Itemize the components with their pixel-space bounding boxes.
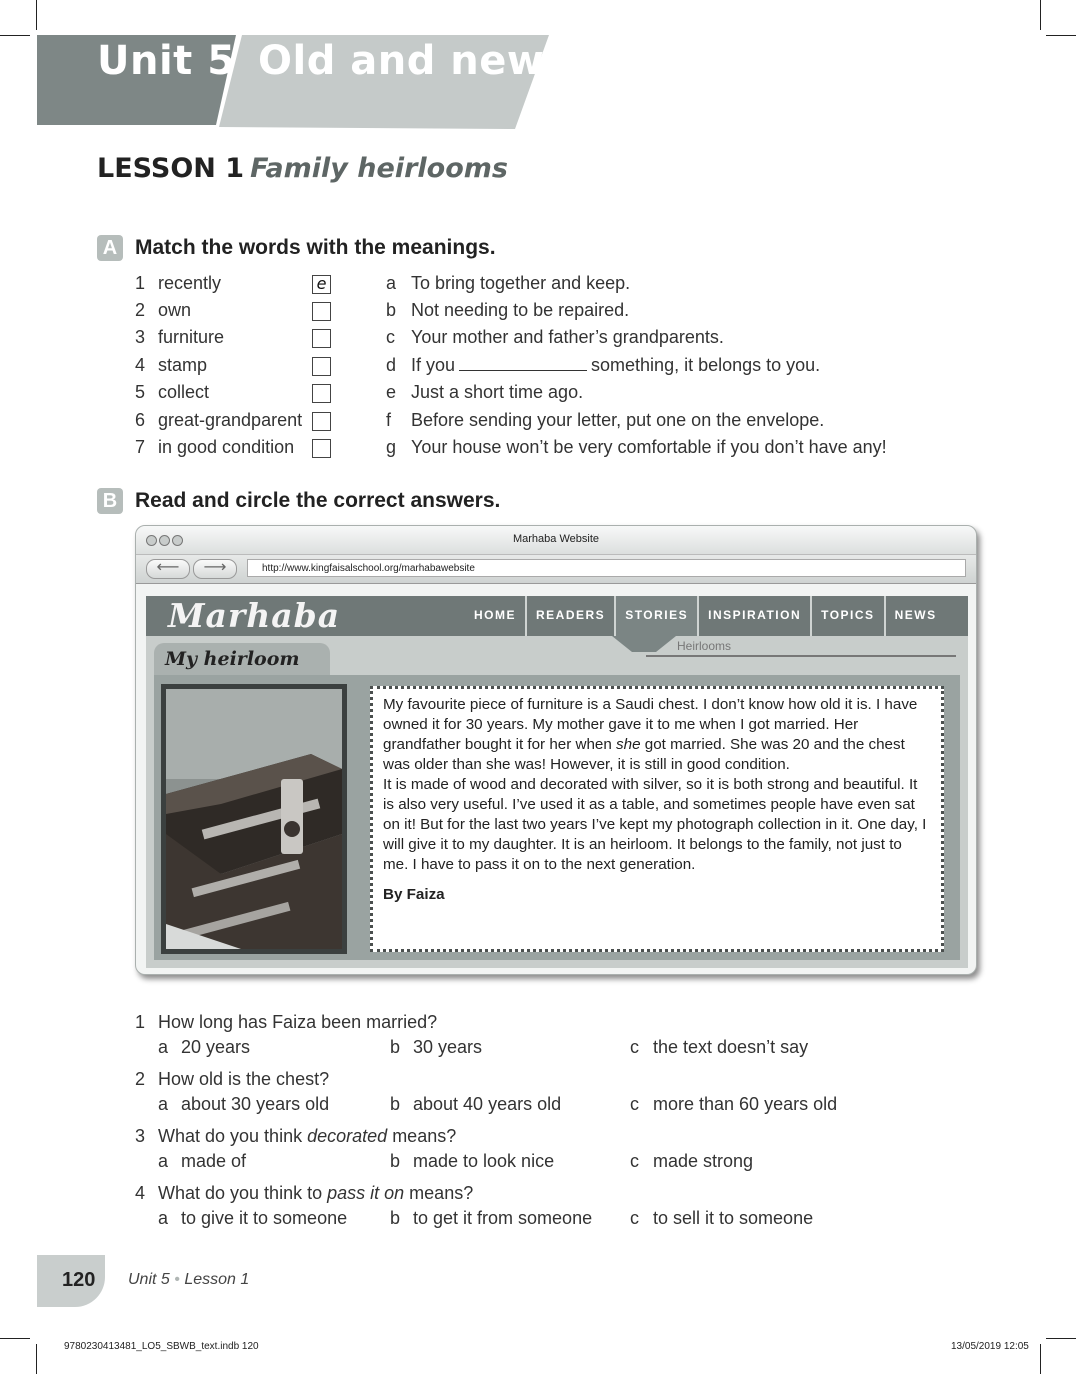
answer-option[interactable]	[158, 1151, 246, 1172]
answer-box[interactable]	[312, 357, 331, 376]
forward-button[interactable]	[193, 559, 237, 579]
crop-mark	[0, 35, 30, 36]
question-number: 3	[135, 1126, 146, 1146]
option-text: more than 60 years old	[653, 1094, 838, 1114]
meaning-row	[386, 273, 630, 294]
option-text: to sell it to someone	[653, 1208, 814, 1228]
crop-mark	[36, 0, 37, 30]
meaning-text: Not needing to be repaired.	[411, 300, 630, 320]
meaning-text: To bring together and keep.	[411, 273, 631, 293]
answer-option[interactable]	[630, 1151, 753, 1172]
word-number: 6	[135, 410, 146, 430]
chest-photo	[161, 684, 347, 954]
active-nav-pointer	[612, 636, 676, 654]
option-letter: a	[158, 1208, 169, 1228]
crop-mark	[1040, 0, 1041, 30]
word-row	[135, 382, 335, 406]
answer-box[interactable]	[312, 384, 331, 403]
question-number: 4	[135, 1183, 146, 1203]
article-tab	[154, 643, 330, 675]
section-b-instruction: Read and circle the correct answers.	[135, 489, 501, 512]
browser-window	[135, 525, 977, 975]
nav-inspiration[interactable]: INSPIRATION	[697, 596, 810, 636]
question-text: How long has Faiza been married?	[158, 1012, 438, 1032]
question-number: 2	[135, 1069, 146, 1089]
page-number: 120	[62, 1269, 96, 1291]
question-text: means?	[409, 1183, 474, 1203]
nav-topics[interactable]: TOPICS	[810, 596, 883, 636]
answer-option[interactable]	[158, 1094, 329, 1115]
question	[135, 1069, 329, 1090]
word-row	[135, 437, 335, 461]
arrow-right-icon: ⟶	[203, 559, 227, 576]
meaning-letter: g	[386, 437, 397, 457]
meaning-letter: a	[386, 273, 397, 293]
lesson-heading	[97, 153, 508, 184]
file-slug: 9780230413481_LO5_SBWB_text.indb 120	[64, 1341, 259, 1352]
meaning-text: Your mother and father’s grandparents.	[411, 327, 724, 347]
answer-box[interactable]	[312, 412, 331, 431]
page-number-tab	[37, 1255, 105, 1307]
question-text: What do you think	[158, 1126, 303, 1146]
answer-option[interactable]	[390, 1208, 592, 1229]
word-text: in good condition	[158, 437, 295, 457]
site-header	[146, 596, 968, 636]
breadcrumb[interactable]: Heirlooms	[677, 639, 732, 653]
question-text: How old is the chest?	[158, 1069, 330, 1089]
footer-unit: Unit 5	[128, 1271, 170, 1288]
article-tab-title: My heirloom	[165, 648, 300, 670]
meaning-row	[386, 300, 629, 321]
option-letter: c	[630, 1151, 639, 1171]
answer-box[interactable]: e	[312, 275, 331, 294]
site-logo[interactable]: Marhaba	[168, 596, 341, 635]
option-letter: a	[158, 1151, 169, 1171]
option-text: the text doesn’t say	[653, 1037, 809, 1057]
nav-news[interactable]: NEWS	[884, 596, 946, 636]
question-italic-term: pass it on	[327, 1183, 405, 1203]
answer-option[interactable]	[390, 1094, 561, 1115]
answer-option[interactable]	[630, 1037, 808, 1058]
option-letter: b	[390, 1208, 401, 1228]
word-row	[135, 300, 335, 324]
meaning-letter: e	[386, 382, 397, 402]
word-text: furniture	[158, 327, 225, 347]
option-letter: b	[390, 1037, 401, 1057]
nav-stories[interactable]: STORIES	[614, 596, 697, 636]
meaning-letter: f	[386, 410, 392, 430]
meaning-row	[386, 410, 824, 431]
website-content	[146, 596, 968, 968]
option-letter: b	[390, 1094, 401, 1114]
word-text: stamp	[158, 355, 208, 375]
crop-mark	[0, 1338, 30, 1339]
question-text: means?	[392, 1126, 457, 1146]
option-text: made to look nice	[413, 1151, 555, 1171]
url-bar[interactable]: http://www.kingfaisalschool.org/marhabawebsite	[247, 559, 966, 577]
word-text: recently	[158, 273, 222, 293]
crop-mark	[36, 1344, 37, 1374]
meaning-text: Before sending your letter, put one on the envelope.	[411, 410, 825, 430]
arrow-left-icon: ⟵	[156, 559, 180, 576]
article-text-segment: got married. She was 20 and the chest was older than she was! However, it is still in good condition.	[383, 736, 905, 773]
footer-lesson: Lesson 1	[184, 1271, 250, 1288]
question-number: 1	[135, 1012, 146, 1032]
word-row	[135, 327, 335, 351]
word-text: collect	[158, 382, 210, 402]
option-letter: c	[630, 1208, 639, 1228]
answer-option[interactable]	[390, 1037, 482, 1058]
fill-in-blank	[459, 356, 587, 371]
lesson-title: Family heirlooms	[250, 153, 508, 184]
option-text: to give it to someone	[181, 1208, 348, 1228]
meaning-letter: d	[386, 355, 397, 375]
answer-option[interactable]	[390, 1151, 554, 1172]
option-text: made of	[181, 1151, 247, 1171]
answer-option[interactable]	[158, 1208, 347, 1229]
option-text: about 40 years old	[413, 1094, 562, 1114]
section-a-instruction: Match the words with the meanings.	[135, 236, 496, 259]
lesson-label: LESSON 1	[97, 153, 245, 184]
question	[135, 1126, 456, 1147]
article-text	[370, 686, 944, 952]
answer-option[interactable]	[158, 1037, 250, 1058]
nav-readers[interactable]: READERS	[525, 596, 614, 636]
meaning-text: something, it belongs to you.	[591, 355, 821, 375]
article-italic-word: she	[616, 736, 641, 753]
question	[135, 1012, 437, 1033]
answer-box[interactable]	[312, 329, 331, 348]
meaning-text: If you	[411, 355, 456, 375]
word-number: 7	[135, 437, 146, 457]
question	[135, 1183, 473, 1204]
site-nav	[465, 596, 946, 636]
meaning-letter: b	[386, 300, 397, 320]
section-b-badge: B	[97, 488, 123, 514]
word-number: 4	[135, 355, 146, 375]
word-text: great-grandparent	[158, 410, 303, 430]
article-paragraph-2: It is made of wood and decorated with silver, so it is both strong and beautiful. It is also very useful. I’ve used it as a table, and sometimes people have even sat on it! But for the last two years I’ve kept my photograph collection in it. One day, I will give it to my daughter. It is an heirloom. It belongs to the family, not just to me. I have to pass it on to the next generation.	[383, 776, 927, 873]
article-text-segment: My favourite piece of furniture is a Saudi chest. I don’t know how old it is. I have owned it for 30 years. My mother gave it to me when I got married. Her grandfather bought it for her when	[383, 696, 918, 753]
crop-mark	[1040, 1344, 1041, 1374]
crop-mark	[1046, 35, 1076, 36]
word-number: 3	[135, 327, 146, 347]
meaning-row	[386, 382, 583, 403]
print-timestamp: 13/05/2019 12:05	[951, 1341, 1029, 1352]
answer-option[interactable]	[630, 1094, 837, 1115]
option-text: made strong	[653, 1151, 754, 1171]
browser-toolbar	[136, 554, 976, 584]
article-paragraph-1	[383, 695, 931, 775]
meaning-letter: c	[386, 327, 395, 347]
option-text: about 30 years old	[181, 1094, 330, 1114]
meaning-row	[386, 355, 820, 376]
back-button[interactable]	[146, 559, 190, 579]
word-number: 5	[135, 382, 146, 402]
article-byline: By Faiza	[383, 886, 445, 903]
option-text: 20 years	[181, 1037, 251, 1057]
option-letter: b	[390, 1151, 401, 1171]
section-a-badge: A	[97, 235, 123, 261]
meaning-text: Just a short time ago.	[411, 382, 584, 402]
article-panel	[154, 675, 960, 960]
word-row	[135, 355, 335, 379]
answer-box[interactable]	[312, 439, 331, 458]
option-text: to get it from someone	[413, 1208, 593, 1228]
breadcrumb-underline	[646, 655, 956, 657]
meaning-row	[386, 327, 724, 348]
option-letter: c	[630, 1094, 639, 1114]
word-row	[135, 410, 335, 434]
meaning-text: Your house won’t be very comfortable if you don’t have any!	[411, 437, 887, 457]
option-letter: a	[158, 1094, 169, 1114]
meaning-row	[386, 437, 887, 458]
window-title: Marhaba Website	[512, 533, 599, 545]
word-row	[135, 273, 335, 297]
unit-label: Unit 5	[97, 38, 236, 84]
option-text: 30 years	[413, 1037, 483, 1057]
answer-box[interactable]	[312, 302, 331, 321]
nav-home[interactable]: HOME	[474, 608, 516, 622]
question-text: What do you think to	[158, 1183, 323, 1203]
browser-titlebar	[136, 526, 976, 554]
answer-option[interactable]	[630, 1208, 813, 1229]
unit-title: Old and new	[258, 38, 545, 84]
footer-separator: •	[174, 1271, 180, 1288]
option-letter: c	[630, 1037, 639, 1057]
word-number: 1	[135, 273, 146, 293]
question-italic-term: decorated	[307, 1126, 388, 1146]
option-letter: a	[158, 1037, 169, 1057]
word-text: own	[158, 300, 192, 320]
crop-mark	[1046, 1338, 1076, 1339]
running-footer	[128, 1271, 249, 1289]
word-number: 2	[135, 300, 146, 320]
